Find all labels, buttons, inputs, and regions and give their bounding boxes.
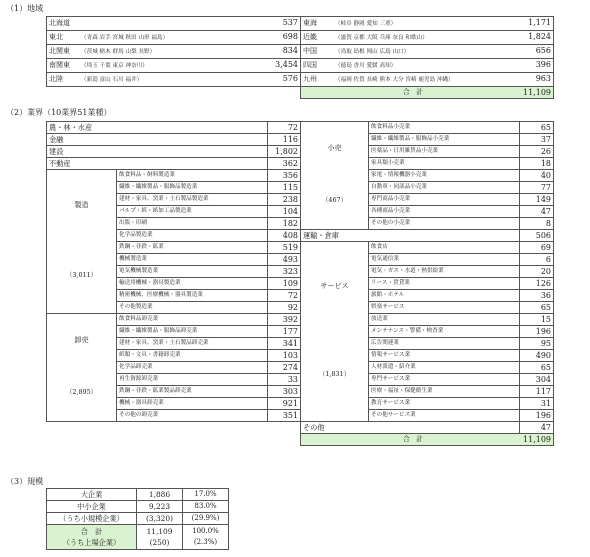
industry-subname: 娯楽サービス — [369, 302, 520, 314]
industry-row — [47, 254, 554, 266]
industry-count: 104 — [268, 206, 301, 218]
region-prefectures: （埼玉 千葉 東京 神奈川） — [81, 63, 148, 69]
industry-count: 196 — [520, 410, 554, 422]
group-label-seizo: 製造 — [74, 200, 89, 209]
region-count: 3,454 — [275, 60, 298, 69]
region-count: 576 — [282, 74, 298, 83]
industry-subname: 化学品製造業 — [117, 230, 268, 242]
industry-count: 65 — [520, 362, 554, 374]
region-name: 中国 — [303, 47, 317, 55]
industry-subname: 機械・器具卸売業 — [117, 398, 268, 410]
industry-name: 運輸・倉庫 — [301, 230, 520, 242]
industry-subname: 旅館・ホテル — [369, 290, 520, 302]
industry-subname: 飲食料品・飼料製造業 — [117, 170, 268, 182]
group-count-seizo: （3,011） — [65, 270, 98, 279]
group-service — [301, 242, 369, 422]
industry-count: 77 — [520, 182, 554, 194]
region-count: 1,824 — [528, 32, 551, 41]
industry-subname: 飲食店 — [369, 242, 520, 254]
group-text — [303, 242, 366, 418]
industry-subname: パルプ・紙・紙加工品製造業 — [117, 206, 268, 218]
industry-row — [47, 242, 554, 254]
industry-subname: 医療・福祉・保健衛生業 — [369, 386, 520, 398]
industry-count: 177 — [268, 326, 301, 338]
industry-subname: その他サービス業 — [369, 410, 520, 422]
industry-subname: 機械製造業 — [117, 254, 268, 266]
region-prefectures: （茨城 栃木 群馬 山梨 長野） — [81, 49, 156, 55]
industry-subname: 医薬品・日用雑貨品小売業 — [369, 146, 520, 158]
blank-cell — [47, 422, 301, 434]
industry-count: 274 — [268, 362, 301, 374]
scale-total-pct: 100.0% — [192, 527, 219, 535]
industry-row — [47, 218, 554, 230]
region-count: 656 — [535, 46, 551, 55]
scale-count: 1,886 — [137, 489, 183, 501]
industry-subname: 各種商品小売業 — [369, 206, 520, 218]
region-row — [47, 17, 554, 31]
scale-total-row — [47, 525, 229, 550]
industry-subname: メンテナンス・警備・検査業 — [369, 326, 520, 338]
scale-percent: 83.0% — [183, 501, 229, 513]
industry-count: 362 — [268, 158, 301, 170]
industry-name: 金融 — [47, 134, 268, 146]
industry-count: 8 — [520, 218, 554, 230]
scale-total-count — [137, 525, 183, 550]
region-prefectures: （福岡 佐賀 長崎 熊本 大分 宮崎 鹿児島 沖縄） — [335, 77, 454, 83]
region-name: 北陸 — [49, 75, 63, 83]
industry-count: 921 — [268, 398, 301, 410]
region-prefectures: （新潟 富山 石川 福井） — [81, 77, 143, 83]
industry-row — [47, 434, 554, 446]
industry-count: 26 — [520, 146, 554, 158]
region-table — [46, 16, 554, 99]
industry-count: 506 — [520, 230, 554, 242]
industry-subname: 再生資源卸売業 — [117, 374, 268, 386]
scale-listed-value: (250) — [149, 538, 170, 547]
industry-count: 238 — [268, 194, 301, 206]
group-count-oroshi: （2,895） — [65, 387, 98, 396]
industry-count: 182 — [268, 218, 301, 230]
industry-subname: その他の卸売業 — [117, 410, 268, 422]
industry-subname: 電気機械製造業 — [117, 266, 268, 278]
blank-cell — [47, 87, 301, 99]
blank-cell — [47, 434, 301, 446]
industry-subname: 精密機械、医療機械・器具製造業 — [117, 290, 268, 302]
region-cell — [47, 73, 301, 87]
group-kouri — [301, 122, 369, 230]
industry-count: 40 — [520, 170, 554, 182]
group-text — [49, 314, 114, 418]
region-cell — [47, 17, 301, 31]
industry-subname: 電気通信業 — [369, 254, 520, 266]
scale-percent: 17.0% — [183, 489, 229, 501]
group-label-oroshi: 卸売 — [74, 335, 89, 344]
region-cell — [47, 31, 301, 45]
industry-count: 149 — [520, 194, 554, 206]
industry-count: 33 — [268, 374, 301, 386]
industry-count: 408 — [268, 230, 301, 242]
industry-subname: 専門サービス業 — [369, 374, 520, 386]
region-cell — [301, 45, 554, 59]
industry-row — [47, 314, 554, 326]
total-value: 11,109 — [523, 88, 551, 97]
industry-count: 18 — [520, 158, 554, 170]
industry-row — [47, 386, 554, 398]
industry-row — [47, 422, 554, 434]
industry-count: 37 — [520, 134, 554, 146]
industry-subname: 広告関連業 — [369, 338, 520, 350]
region-name: 北関東 — [49, 47, 70, 55]
industry-subname: その他製造業 — [117, 302, 268, 314]
industry-row — [47, 170, 554, 182]
region-prefectures: （青森 岩手 宮城 秋田 山形 福島） — [81, 35, 169, 41]
group-seizo — [47, 170, 117, 314]
industry-count: 109 — [268, 278, 301, 290]
industry-count: 392 — [268, 314, 301, 326]
industry-count: 69 — [520, 242, 554, 254]
industry-count: 126 — [520, 278, 554, 290]
industry-row — [47, 266, 554, 278]
industry-count: 490 — [520, 350, 554, 362]
industry-row — [47, 302, 554, 314]
industry-count: 31 — [520, 398, 554, 410]
industry-count: 47 — [520, 422, 554, 434]
industry-count: 95 — [520, 338, 554, 350]
scale-row — [47, 501, 229, 513]
industry-subname: 鉄鋼・非鉄・鉱業 — [117, 242, 268, 254]
industry-table — [46, 121, 554, 446]
region-count: 963 — [535, 74, 551, 83]
industry-count: 117 — [520, 386, 554, 398]
industry-row — [47, 326, 554, 338]
industry-count: 65 — [520, 302, 554, 314]
industry-subname: 情報サービス業 — [369, 350, 520, 362]
industry-name: その他 — [301, 422, 520, 434]
industry-count: 72 — [268, 290, 301, 302]
industry-subname: 人材派遣・紹介業 — [369, 362, 520, 374]
industry-count: 303 — [268, 386, 301, 398]
industry-subname: 繊維・繊維製品・服飾品製造業 — [117, 182, 268, 194]
industry-count: 15 — [520, 314, 554, 326]
total-label: 合 計 — [403, 88, 423, 96]
industry-subname: 専門商品小売業 — [369, 194, 520, 206]
scale-listed-pct: (2.3%) — [193, 538, 218, 546]
region-cell — [47, 45, 301, 59]
region-name: 南関東 — [49, 61, 70, 69]
total-label: 合 計 — [403, 435, 423, 443]
region-cell — [301, 17, 554, 31]
industry-subname: その他の小売業 — [369, 218, 520, 230]
region-name: 東北 — [49, 33, 63, 41]
industry-row — [47, 194, 554, 206]
region-row — [47, 45, 554, 59]
industry-row — [47, 278, 554, 290]
industry-count: 65 — [520, 122, 554, 134]
industry-subname: 建材・家具、窯業・土石製品卸売業 — [117, 338, 268, 350]
section-title-scale: （3）規模 — [6, 477, 44, 486]
region-total-row — [47, 87, 554, 99]
region-cell — [301, 31, 554, 45]
region-total — [301, 87, 554, 99]
industry-count: 116 — [268, 134, 301, 146]
group-label-kouri: 小売 — [327, 143, 342, 152]
industry-subname: 繊維・繊維製品・服飾品小売業 — [369, 134, 520, 146]
industry-subname: 家電・情報機器小売業 — [369, 170, 520, 182]
group-oroshi — [47, 314, 117, 422]
region-name: 九州 — [303, 75, 317, 83]
scale-total-name — [47, 525, 137, 550]
industry-subname: 輸送用機械・器具製造業 — [117, 278, 268, 290]
industry-name: 建設 — [47, 146, 268, 158]
region-name: 四国 — [303, 61, 317, 69]
industry-subname: 飲食料品小売業 — [369, 122, 520, 134]
industry-total — [301, 434, 554, 446]
industry-count: 341 — [268, 338, 301, 350]
group-count-kouri: （467） — [322, 195, 347, 204]
industry-row — [47, 338, 554, 350]
section-title-industry: （2）業界（10業界51業種） — [6, 108, 112, 117]
region-count: 396 — [535, 60, 551, 69]
region-row — [47, 73, 554, 87]
industry-count: 351 — [268, 410, 301, 422]
region-row — [47, 59, 554, 73]
region-count: 698 — [282, 32, 298, 41]
industry-count: 6 — [520, 254, 554, 266]
scale-total-value: 11,109 — [146, 527, 173, 536]
scale-row — [47, 513, 229, 525]
industry-count: 196 — [520, 326, 554, 338]
industry-count: 1,802 — [268, 146, 301, 158]
industry-count: 36 — [520, 290, 554, 302]
industry-name: 不動産 — [47, 158, 268, 170]
scale-total-sublabel: （うち上場企業） — [62, 538, 121, 547]
industry-row — [47, 350, 554, 362]
industry-subname: 建材・家具、窯業・土石製品製造業 — [117, 194, 268, 206]
scale-row — [47, 489, 229, 501]
region-prefectures: （徳島 香川 愛媛 高知） — [335, 63, 397, 69]
region-row — [47, 31, 554, 45]
industry-row — [47, 206, 554, 218]
industry-subname: 化学品卸売業 — [117, 362, 268, 374]
group-label-service: サービス — [320, 281, 349, 290]
group-count-service: （1,831） — [318, 369, 351, 378]
region-prefectures: （鳥取 島根 岡山 広島 山口） — [335, 49, 410, 55]
industry-row — [47, 374, 554, 386]
industry-subname: 自動車・同部品小売業 — [369, 182, 520, 194]
group-text — [49, 170, 114, 310]
region-cell — [301, 59, 554, 73]
industry-row — [47, 290, 554, 302]
industry-subname: 紙類・文具・書籍卸売業 — [117, 350, 268, 362]
region-prefectures: （岐阜 静岡 愛知 三重） — [335, 21, 397, 27]
industry-subname: 教育サービス業 — [369, 398, 520, 410]
industry-row — [47, 158, 554, 170]
region-count: 1,171 — [528, 18, 551, 27]
industry-count: 115 — [268, 182, 301, 194]
industry-subname: 家具類小売業 — [369, 158, 520, 170]
scale-name: 大企業 — [47, 489, 137, 501]
scale-table — [46, 488, 229, 550]
industry-row — [47, 146, 554, 158]
industry-row — [47, 182, 554, 194]
industry-row — [47, 134, 554, 146]
industry-row — [47, 410, 554, 422]
industry-row — [47, 122, 554, 134]
industry-row — [47, 398, 554, 410]
scale-name: （うち小規模企業） — [47, 513, 137, 525]
industry-row — [47, 230, 554, 242]
industry-count: 323 — [268, 266, 301, 278]
industry-count: 103 — [268, 350, 301, 362]
region-name: 東海 — [303, 19, 317, 27]
region-count: 537 — [282, 18, 298, 27]
scale-total-percent — [183, 525, 229, 550]
industry-row — [47, 362, 554, 374]
industry-count: 72 — [268, 122, 301, 134]
industry-subname: 繊維・繊維製品・服飾品卸売業 — [117, 326, 268, 338]
industry-count: 519 — [268, 242, 301, 254]
industry-count: 304 — [520, 374, 554, 386]
industry-name: 農・林・水産 — [47, 122, 268, 134]
industry-subname: 鉄鋼・非鉄・鉱業製品卸売業 — [117, 386, 268, 398]
section-title-region: （1）地域 — [6, 4, 44, 13]
scale-count: (3,320) — [137, 513, 183, 525]
group-text — [303, 122, 366, 226]
region-cell — [301, 73, 554, 87]
scale-count: 9,223 — [137, 501, 183, 513]
scale-percent: (29.9%) — [183, 513, 229, 525]
region-name: 北海道 — [49, 19, 70, 27]
industry-count: 356 — [268, 170, 301, 182]
industry-subname: 放送業 — [369, 314, 520, 326]
scale-total-label: 合 計 — [80, 527, 103, 536]
industry-count: 92 — [268, 302, 301, 314]
region-count: 834 — [282, 46, 298, 55]
industry-count: 47 — [520, 206, 554, 218]
region-prefectures: （滋賀 京都 大阪 兵庫 奈良 和歌山） — [335, 35, 428, 41]
total-value: 11,109 — [523, 435, 552, 444]
industry-count: 493 — [268, 254, 301, 266]
industry-subname: 電気・ガス・水道・熱供給業 — [369, 266, 520, 278]
scale-name: 中小企業 — [47, 501, 137, 513]
region-cell — [47, 59, 301, 73]
region-name: 近畿 — [303, 33, 317, 41]
industry-subname: 出版・印刷 — [117, 218, 268, 230]
industry-subname: リース・賃貸業 — [369, 278, 520, 290]
industry-count: 20 — [520, 266, 554, 278]
industry-subname: 飲食料品卸売業 — [117, 314, 268, 326]
